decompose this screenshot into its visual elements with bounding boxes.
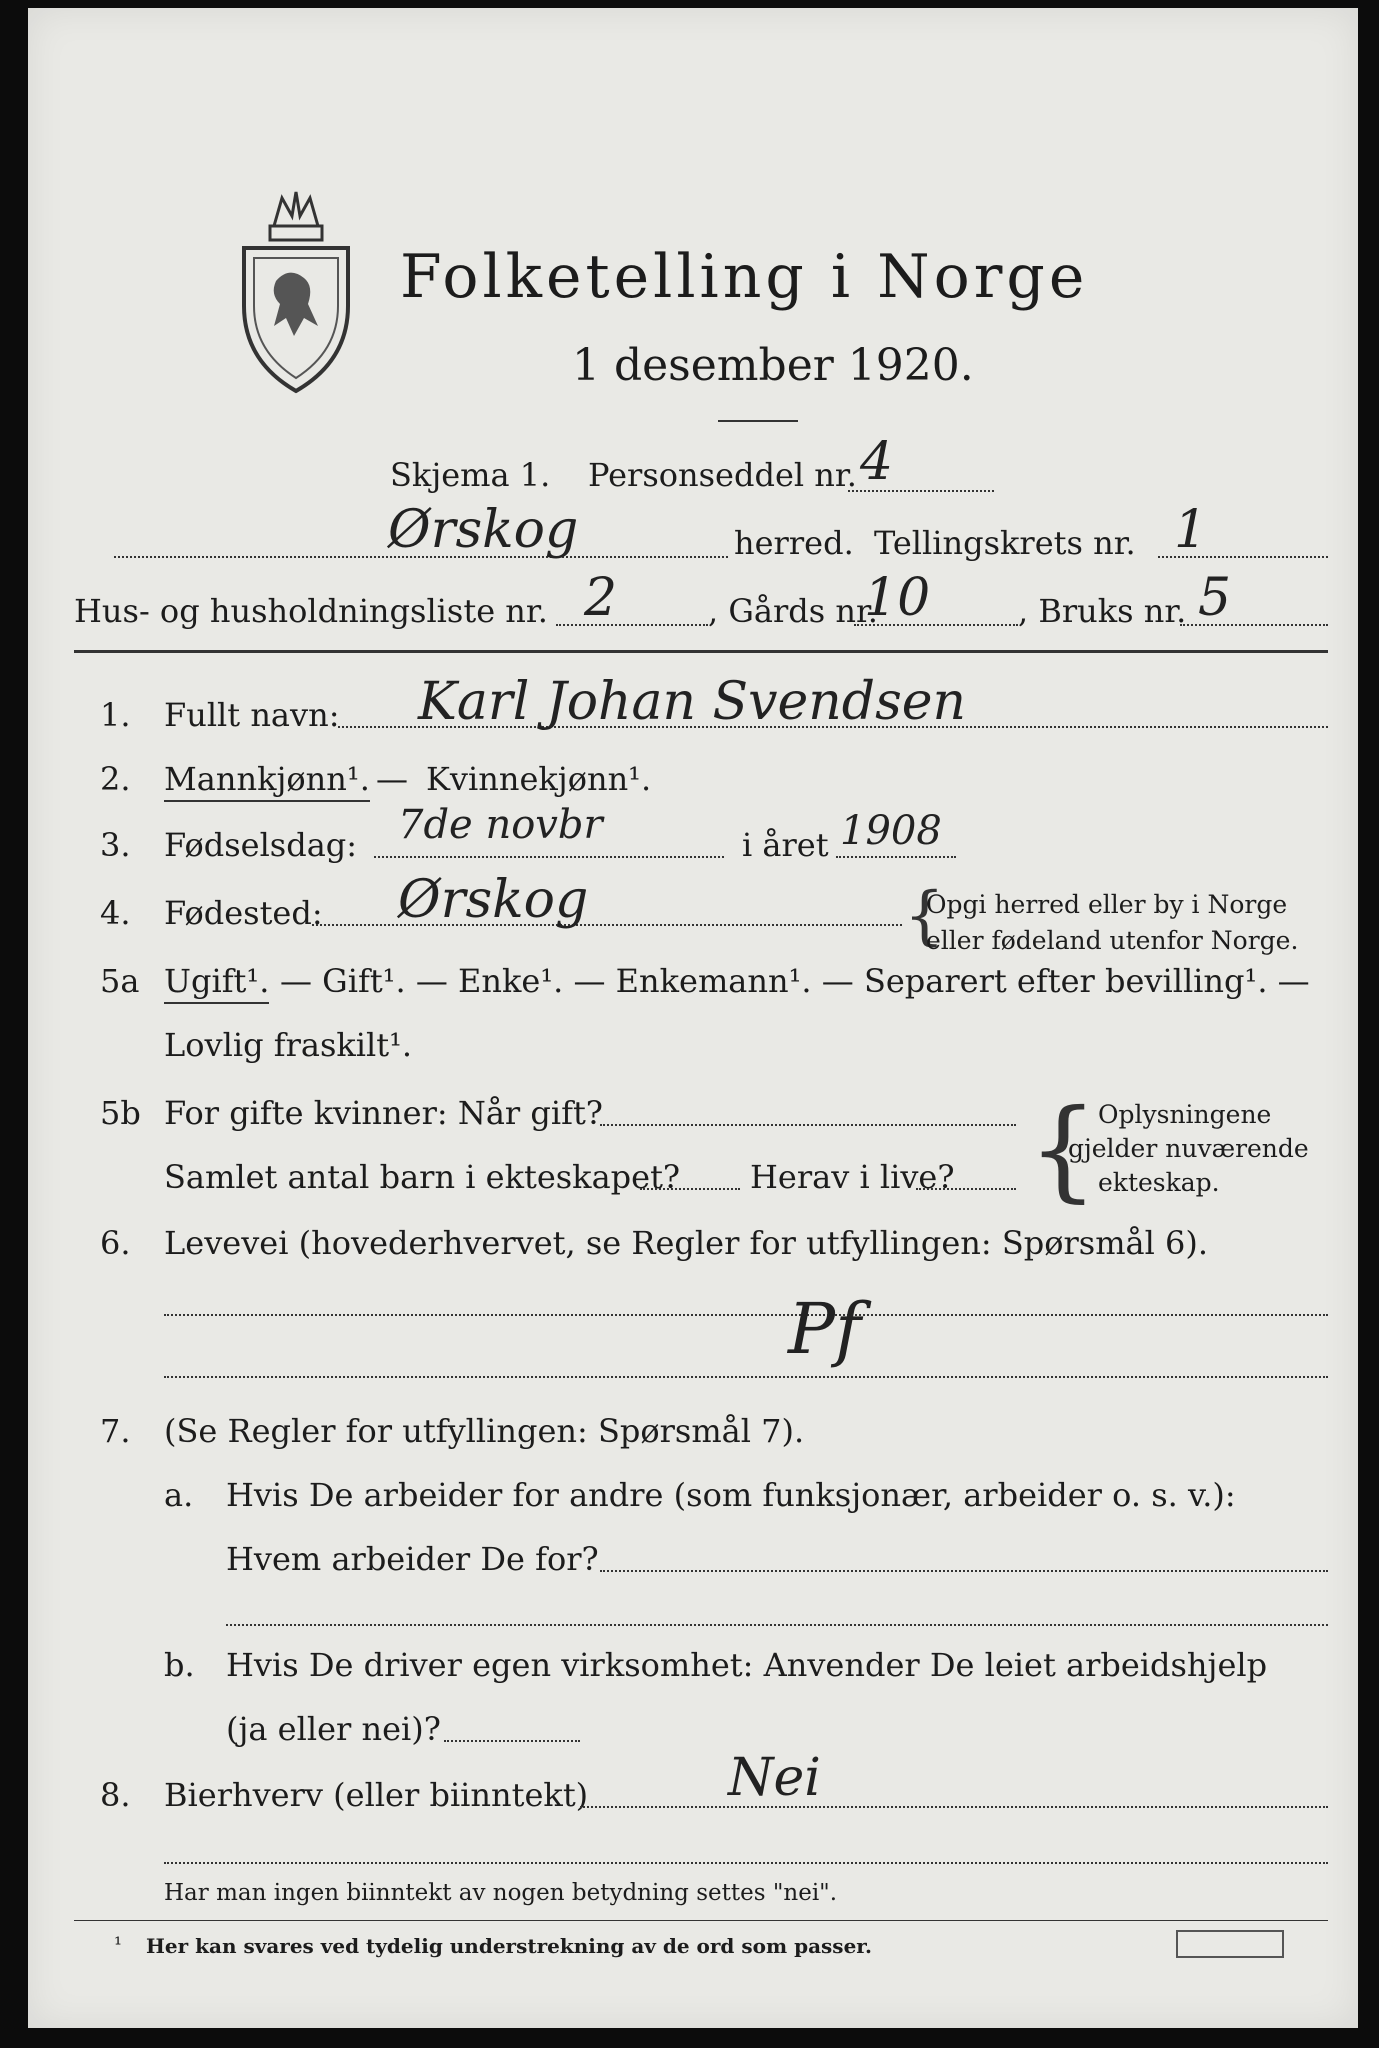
- q4-value: Ørskog: [398, 870, 589, 930]
- personseddel-value: 4: [860, 432, 894, 492]
- page-title: Folketelling i Norge: [400, 242, 1089, 312]
- gards-label: , Gårds nr.: [708, 592, 878, 630]
- footnote: Her kan svares ved tydelig understrekning av de ord som passer.: [146, 1934, 872, 1958]
- q6-value: Pf: [788, 1288, 862, 1370]
- q5a-line2: Lovlig fraskilt¹.: [164, 1026, 413, 1064]
- q5b-number: 5b: [100, 1094, 141, 1132]
- q4-note-line1: Opgi herred eller by i Norge: [926, 890, 1288, 919]
- q5b-line2a: Samlet antal barn i ekteskapet?: [164, 1158, 681, 1196]
- q5a-number: 5a: [100, 962, 140, 1000]
- q7a-line2: Hvem arbeider De for?: [226, 1540, 599, 1578]
- q5b-line1: For gifte kvinner: Når gift?: [164, 1094, 603, 1132]
- q6-line2: [164, 1376, 1328, 1378]
- q8-number: 8.: [100, 1776, 131, 1814]
- q5a-ugift: Ugift¹.: [164, 962, 269, 1004]
- census-form: [28, 8, 1358, 2028]
- q3-year-label: i året: [742, 826, 829, 864]
- q2-separator: —: [376, 760, 408, 798]
- title-divider: [718, 420, 798, 422]
- q5b-line2b: Herav i live?: [750, 1158, 955, 1196]
- census-date: 1 desember 1920.: [572, 340, 974, 391]
- tellingskrets-value: 1: [1174, 500, 1208, 560]
- q8-line1: [580, 1806, 1328, 1808]
- q5b-note-brace: {: [1028, 1085, 1098, 1213]
- q7b-line2: (ja eller nei)?: [226, 1710, 441, 1748]
- q2-male: Mannkjønn¹.: [164, 760, 370, 802]
- husliste-value: 2: [584, 568, 618, 628]
- q3-number: 3.: [100, 826, 131, 864]
- q2-female: Kvinnekjønn¹.: [426, 760, 652, 798]
- q3-year-value: 1908: [840, 808, 942, 854]
- q3-label: Fødselsdag:: [164, 826, 358, 864]
- q6-number: 6.: [100, 1224, 131, 1262]
- q4-note-line2: eller fødeland utenfor Norge.: [926, 926, 1299, 955]
- q6-line1: [164, 1314, 1328, 1316]
- header-divider: [74, 650, 1328, 653]
- footer-divider: [74, 1920, 1328, 1921]
- q7b-line1: Hvis De driver egen virksomhet: Anvender De leiet arbeidshjelp: [226, 1646, 1268, 1684]
- q7-label: (Se Regler for utfyllingen: Spørsmål 7).: [164, 1412, 805, 1450]
- footnote-mark: ¹: [114, 1932, 123, 1956]
- q4-note-brace: {: [904, 879, 945, 953]
- footer-note: Har man ingen biinntekt av nogen betydning settes "nei".: [164, 1880, 838, 1906]
- tellingskrets-label: Tellingskrets nr.: [874, 524, 1136, 562]
- bruks-label: , Bruks nr.: [1018, 592, 1187, 630]
- q2-number: 2.: [100, 760, 131, 798]
- printer-stamp: [1176, 1930, 1284, 1958]
- personseddel-label: Personseddel nr.: [588, 456, 857, 494]
- bruks-value: 5: [1198, 568, 1232, 628]
- q8-value: Nei: [728, 1748, 821, 1808]
- q7a-extra-line: [226, 1624, 1328, 1626]
- q5b-barn-line: [640, 1188, 740, 1190]
- q4-number: 4.: [100, 894, 131, 932]
- gards-value: 10: [864, 568, 931, 628]
- q5b-note3: ekteskap.: [1098, 1168, 1220, 1197]
- q7a-line1: Hvis De arbeider for andre (som funksjonær, arbeider o. s. v.):: [226, 1476, 1236, 1514]
- q5b-live-line: [916, 1188, 1016, 1190]
- q1-label: Fullt navn:: [164, 696, 340, 734]
- q7a-letter: a.: [164, 1476, 194, 1514]
- q3-year-line: [836, 856, 956, 858]
- q5b-gift-line: [600, 1124, 1016, 1126]
- q7-number: 7.: [100, 1412, 131, 1450]
- q3-value: 7de novbr: [398, 802, 603, 848]
- q7b-answer-line: [444, 1740, 580, 1742]
- q1-value: Karl Johan Svendsen: [418, 672, 967, 732]
- q7b-letter: b.: [164, 1646, 195, 1684]
- q8-label: Bierhverv (eller biinntekt): [164, 1776, 589, 1814]
- q3-line: [374, 856, 724, 858]
- q8-line2: [164, 1862, 1328, 1864]
- husliste-label: Hus- og husholdningsliste nr.: [74, 592, 548, 630]
- q5a-options: — Gift¹. — Enke¹. — Enkemann¹. — Separert efter bevilling¹. —: [280, 962, 1310, 1000]
- norwegian-coat-of-arms-icon: [234, 186, 358, 396]
- q4-label: Fødested:: [164, 894, 323, 932]
- husliste-line: [556, 624, 708, 626]
- herred-label: herred.: [734, 524, 854, 562]
- q7a-employer-line: [600, 1570, 1328, 1572]
- skjema-label: Skjema 1.: [390, 456, 551, 494]
- q6-label: Levevei (hovederhvervet, se Regler for utfyllingen: Spørsmål 6).: [164, 1224, 1209, 1262]
- q5b-note2: gjelder nuværende: [1068, 1134, 1309, 1163]
- q1-number: 1.: [100, 696, 131, 734]
- herred-value: Ørskog: [388, 500, 579, 560]
- q5b-note1: Oplysningene: [1098, 1100, 1272, 1129]
